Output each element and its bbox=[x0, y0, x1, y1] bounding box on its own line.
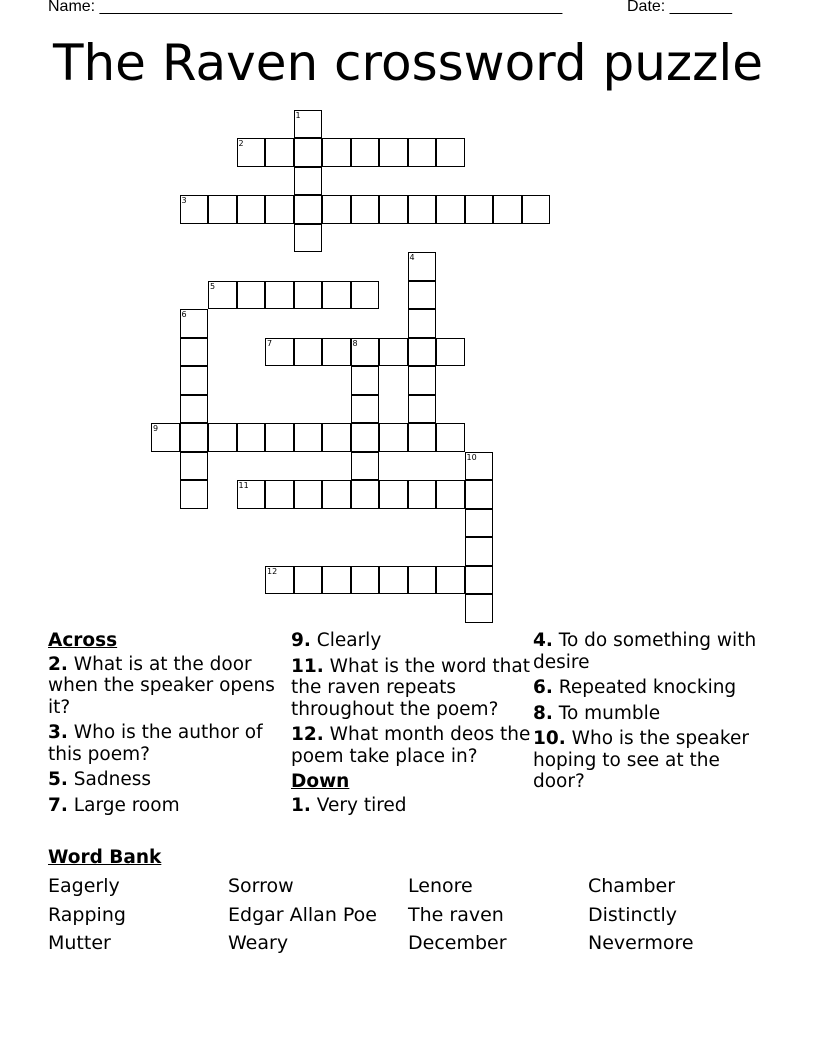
grid-cell[interactable] bbox=[294, 224, 323, 253]
grid-cell[interactable] bbox=[265, 480, 294, 509]
clue-text: Clearly bbox=[316, 630, 382, 651]
grid-cell[interactable] bbox=[351, 195, 380, 224]
grid-cell[interactable] bbox=[351, 338, 380, 367]
grid-cell[interactable] bbox=[237, 480, 266, 509]
word-bank-item: Lenore bbox=[408, 875, 473, 897]
clue-text: To mumble bbox=[558, 702, 661, 724]
clues-column-3 bbox=[533, 630, 773, 797]
grid-cell[interactable] bbox=[465, 594, 494, 623]
word-bank-item: Rapping bbox=[48, 904, 126, 926]
cell-number: 11 bbox=[238, 481, 249, 490]
word-bank-item: Edgar Allan Poe bbox=[228, 904, 377, 926]
cell-number: 1 bbox=[295, 110, 301, 120]
grid-cell[interactable] bbox=[436, 138, 465, 167]
word-bank-item: December bbox=[408, 932, 507, 954]
grid-cell[interactable] bbox=[379, 195, 408, 224]
grid-cell[interactable] bbox=[322, 138, 351, 167]
grid-cell[interactable] bbox=[265, 281, 294, 310]
grid-cell[interactable] bbox=[351, 366, 380, 395]
grid-cell[interactable] bbox=[294, 338, 323, 367]
grid-cell[interactable] bbox=[322, 195, 351, 224]
grid-cell[interactable] bbox=[322, 281, 351, 310]
clues-column-1 bbox=[48, 630, 278, 820]
word-bank-item: Nevermore bbox=[588, 932, 694, 954]
grid-cell[interactable] bbox=[294, 138, 323, 167]
grid-cell[interactable] bbox=[379, 138, 408, 167]
grid-cell[interactable] bbox=[237, 281, 266, 310]
grid-cell[interactable] bbox=[408, 338, 437, 367]
grid-cell[interactable] bbox=[180, 395, 209, 424]
grid-cell[interactable] bbox=[265, 566, 294, 595]
clue-number: 4. bbox=[533, 630, 553, 651]
grid-cell[interactable] bbox=[208, 195, 237, 224]
clue-text: Large room bbox=[73, 794, 180, 816]
grid-cell[interactable] bbox=[408, 195, 437, 224]
clue-text: Who is the speaker hoping to see at the door? bbox=[533, 728, 749, 792]
grid-cell[interactable] bbox=[322, 480, 351, 509]
grid-cell[interactable] bbox=[180, 452, 209, 481]
clue-down-8 bbox=[533, 703, 773, 725]
grid-cell[interactable] bbox=[180, 366, 209, 395]
clue-down-1 bbox=[291, 795, 531, 817]
grid-cell[interactable] bbox=[408, 423, 437, 452]
clue-across-12 bbox=[291, 724, 531, 767]
clue-text: Who is the author of this poem? bbox=[48, 722, 263, 765]
grid-cell[interactable] bbox=[237, 423, 266, 452]
clue-across-5 bbox=[48, 769, 278, 791]
grid-cell[interactable] bbox=[408, 252, 437, 281]
grid-cell[interactable] bbox=[436, 338, 465, 367]
word-bank-item: Chamber bbox=[588, 875, 676, 897]
word-bank-item: The raven bbox=[408, 904, 504, 926]
down-heading: Down bbox=[291, 771, 350, 792]
grid-cell[interactable] bbox=[294, 110, 323, 139]
grid-cell[interactable] bbox=[351, 480, 380, 509]
clue-number: 10. bbox=[533, 728, 566, 749]
grid-cell[interactable] bbox=[351, 395, 380, 424]
grid-cell[interactable] bbox=[379, 566, 408, 595]
clue-number: 2. bbox=[48, 653, 68, 675]
grid-cell[interactable] bbox=[408, 138, 437, 167]
word-bank-item: Mutter bbox=[48, 932, 111, 954]
date-field-label: Date: _______ bbox=[627, 0, 732, 15]
page-title: The Raven crossword puzzle bbox=[52, 34, 764, 92]
grid-cell[interactable] bbox=[294, 195, 323, 224]
grid-cell[interactable] bbox=[408, 281, 437, 310]
grid-cell[interactable] bbox=[294, 566, 323, 595]
grid-cell[interactable] bbox=[237, 138, 266, 167]
grid-cell[interactable] bbox=[465, 566, 494, 595]
clue-number: 12. bbox=[291, 724, 324, 745]
clue-number: 3. bbox=[48, 722, 68, 743]
cell-number: 6 bbox=[181, 310, 187, 319]
grid-cell[interactable] bbox=[408, 395, 437, 424]
grid-cell[interactable] bbox=[351, 452, 380, 481]
cell-number: 8 bbox=[352, 338, 358, 348]
grid-cell[interactable] bbox=[265, 138, 294, 167]
clue-text: Very tired bbox=[316, 794, 407, 816]
grid-cell[interactable] bbox=[208, 423, 237, 452]
cell-number: 2 bbox=[238, 139, 244, 148]
clue-text: What month deos the poem take place in? bbox=[291, 724, 531, 767]
grid-cell[interactable] bbox=[180, 309, 209, 338]
clue-across-9 bbox=[291, 630, 531, 652]
grid-cell[interactable] bbox=[465, 537, 494, 566]
cell-number: 3 bbox=[181, 196, 187, 205]
grid-cell[interactable] bbox=[436, 423, 465, 452]
grid-cell[interactable] bbox=[379, 480, 408, 509]
cell-number: 10 bbox=[466, 452, 477, 462]
grid-cell[interactable] bbox=[294, 167, 323, 196]
grid-cell[interactable] bbox=[408, 480, 437, 509]
grid-cell[interactable] bbox=[265, 338, 294, 367]
clue-across-7 bbox=[48, 795, 278, 817]
cell-number: 9 bbox=[153, 424, 159, 433]
clue-across-11 bbox=[291, 656, 531, 721]
cell-number: 5 bbox=[210, 281, 216, 291]
word-bank-item: Distinctly bbox=[588, 904, 677, 926]
grid-cell[interactable] bbox=[465, 195, 494, 224]
cell-number: 12 bbox=[267, 566, 278, 576]
grid-cell[interactable] bbox=[465, 452, 494, 481]
clue-text: What is the word that the raven repeats throughout the poem? bbox=[291, 655, 530, 720]
grid-cell[interactable] bbox=[265, 195, 294, 224]
grid-cell[interactable] bbox=[465, 509, 494, 538]
grid-cell[interactable] bbox=[522, 195, 551, 224]
clue-text: Repeated knocking bbox=[558, 677, 737, 698]
word-bank-heading: Word Bank bbox=[48, 847, 162, 868]
clue-number: 1. bbox=[291, 794, 311, 816]
clue-number: 11. bbox=[291, 655, 324, 677]
grid-cell[interactable] bbox=[180, 480, 209, 509]
word-bank-item: Sorrow bbox=[228, 875, 294, 897]
grid-cell[interactable] bbox=[294, 480, 323, 509]
word-bank-item: Weary bbox=[228, 932, 289, 954]
clue-down-4 bbox=[533, 630, 773, 673]
grid-cell[interactable] bbox=[436, 195, 465, 224]
grid-cell[interactable] bbox=[208, 281, 237, 310]
grid-cell[interactable] bbox=[322, 338, 351, 367]
grid-cell[interactable] bbox=[379, 423, 408, 452]
grid-cell[interactable] bbox=[351, 138, 380, 167]
name-field-label: Name: ____________________________________________________ bbox=[48, 0, 563, 15]
clue-number: 5. bbox=[48, 769, 68, 790]
clue-number: 8. bbox=[533, 702, 553, 724]
clue-text: Sadness bbox=[73, 769, 152, 790]
across-heading: Across bbox=[48, 630, 118, 651]
grid-cell[interactable] bbox=[351, 281, 380, 310]
clue-across-2 bbox=[48, 654, 278, 719]
grid-cell[interactable] bbox=[436, 566, 465, 595]
cell-number: 4 bbox=[409, 253, 415, 262]
cell-number: 7 bbox=[267, 338, 273, 348]
clue-text: To do something with desire bbox=[533, 630, 757, 673]
grid-cell[interactable] bbox=[180, 423, 209, 452]
grid-cell[interactable] bbox=[351, 566, 380, 595]
grid-cell[interactable] bbox=[265, 423, 294, 452]
grid-cell[interactable] bbox=[408, 566, 437, 595]
grid-cell[interactable] bbox=[180, 338, 209, 367]
grid-cell[interactable] bbox=[237, 195, 266, 224]
grid-cell[interactable] bbox=[322, 423, 351, 452]
grid-cell[interactable] bbox=[294, 423, 323, 452]
clue-number: 9. bbox=[291, 630, 311, 651]
grid-cell[interactable] bbox=[294, 281, 323, 310]
grid-cell[interactable] bbox=[379, 338, 408, 367]
word-bank-item: Eagerly bbox=[48, 875, 120, 897]
clue-number: 7. bbox=[48, 794, 68, 816]
clue-number: 6. bbox=[533, 677, 553, 698]
grid-cell[interactable] bbox=[436, 480, 465, 509]
grid-cell[interactable] bbox=[408, 309, 437, 338]
grid-cell[interactable] bbox=[493, 195, 522, 224]
grid-cell[interactable] bbox=[180, 195, 209, 224]
clue-down-10 bbox=[533, 728, 773, 793]
clue-down-6 bbox=[533, 677, 773, 699]
grid-cell[interactable] bbox=[151, 423, 180, 452]
clues-column-2 bbox=[291, 630, 531, 820]
grid-cell[interactable] bbox=[351, 423, 380, 452]
grid-cell[interactable] bbox=[465, 480, 494, 509]
clue-across-3 bbox=[48, 722, 278, 765]
grid-cell[interactable] bbox=[408, 366, 437, 395]
grid-cell[interactable] bbox=[322, 566, 351, 595]
clue-text: What is at the door when the speaker opens it? bbox=[48, 653, 275, 718]
